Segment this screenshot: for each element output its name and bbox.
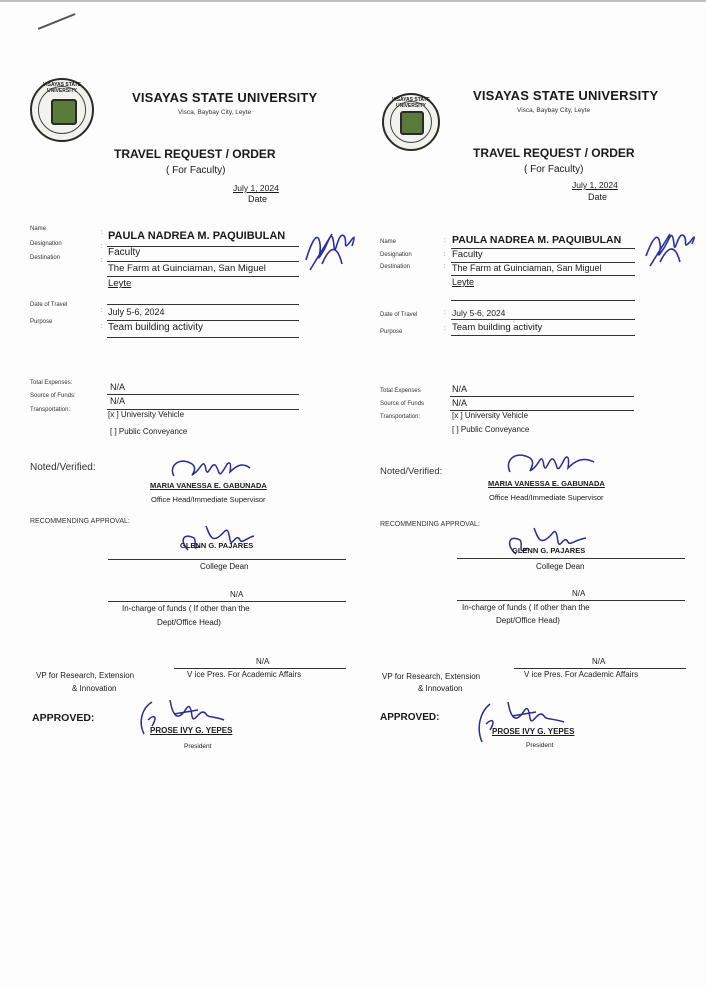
dean-name: GLENN G. PAJARES — [180, 541, 254, 550]
colon: : — [101, 244, 103, 250]
destination-line1: The Farm at Guinciaman, San Miguel — [452, 263, 602, 273]
source-of-funds-label: Source of Funds — [380, 401, 425, 407]
destination-label: Destination — [30, 255, 61, 261]
traveler-signature — [642, 222, 696, 272]
request-date: July 1, 2024 — [572, 180, 618, 190]
form-title: TRAVEL REQUEST / ORDER — [473, 146, 635, 160]
noted-verified-label: Noted/Verified: — [380, 466, 443, 477]
president-signature — [474, 696, 574, 746]
purpose-value: Team building activity — [108, 322, 204, 333]
dean-signature — [502, 522, 598, 562]
vp-value: N/A — [256, 657, 270, 666]
request-date: July 1, 2024 — [233, 183, 279, 193]
purpose-label: Purpose — [380, 329, 403, 335]
president-title: President — [526, 742, 554, 749]
university-address: Visca, Baybay City, Leyte — [517, 107, 591, 114]
purpose-value: Team building activity — [452, 322, 543, 333]
travel-order-form-right — [352, 60, 702, 760]
colon: : — [101, 230, 103, 236]
president-name: PROSE IVY G. YEPES — [150, 726, 233, 735]
president-name: PROSE IVY G. YEPES — [492, 727, 575, 736]
destination-label: Destination — [380, 264, 411, 270]
total-expenses-label: Total Expenses: — [30, 380, 73, 386]
total-expenses-value: N/A — [452, 384, 468, 394]
destination-line2: Leyte — [108, 278, 132, 289]
purpose-label: Purpose — [30, 319, 53, 325]
transportation-label: Transportation: — [380, 414, 421, 420]
recommending-approval-label: RECOMMENDING APPROVAL: — [30, 518, 130, 525]
president-title: President — [184, 743, 212, 750]
funds-incharge-title-line2: Dept/Office Head) — [157, 618, 221, 627]
page-edge — [0, 0, 706, 2]
funds-incharge-value: N/A — [230, 590, 244, 599]
approved-label: APPROVED: — [380, 712, 440, 723]
date-of-travel-value: July 5-6, 2024 — [108, 307, 165, 317]
colon: : — [444, 264, 446, 270]
vp-value: N/A — [592, 657, 606, 666]
recommending-approval-label: RECOMMENDING APPROVAL: — [380, 521, 480, 528]
vp-label-line1: VP for Research, Extension — [382, 672, 481, 681]
travel-order-form-left — [0, 60, 350, 760]
dean-name: GLENN G. PAJARES — [512, 546, 586, 555]
pen-mark — [38, 13, 76, 29]
funds-incharge-title-line1: In-charge of funds ( If other than the — [122, 604, 250, 613]
colon: : — [444, 238, 446, 244]
date-of-travel-label: Date of Travel — [380, 312, 418, 318]
vp-title: V ice Pres. For Academic Affairs — [524, 670, 639, 679]
transport-option-university-vehicle: [x ] University Vehicle — [452, 411, 529, 420]
traveler-name: PAULA NADREA M. PAQUIBULAN — [452, 234, 622, 246]
noted-verified-label: Noted/Verified: — [30, 462, 96, 473]
form-subtitle: ( For Faculty) — [524, 164, 584, 175]
total-expenses-value: N/A — [110, 382, 126, 392]
date-label: Date — [248, 194, 268, 204]
transport-option-public-conveyance: [ ] Public Conveyance — [110, 427, 188, 436]
supervisor-title: Office Head/Immediate Supervisor — [151, 495, 266, 504]
university-seal — [382, 93, 440, 151]
destination-line2: Leyte — [452, 277, 475, 287]
transport-option-public-conveyance: [ ] Public Conveyance — [452, 425, 530, 434]
designation-value: Faculty — [452, 249, 483, 260]
supervisor-name: MARIA VANESSA E. GABUNADA — [150, 481, 267, 490]
transport-option-university-vehicle: [x ] University Vehicle — [108, 410, 185, 419]
date-of-travel-label: Date of Travel — [30, 302, 68, 308]
vp-label-line2: & Innovation — [72, 684, 117, 693]
supervisor-name: MARIA VANESSA E. GABUNADA — [488, 479, 605, 488]
supervisor-title: Office Head/Immediate Supervisor — [489, 493, 604, 502]
funds-incharge-title-line1: In-charge of funds ( If other than the — [462, 603, 590, 612]
source-of-funds-value: N/A — [452, 398, 468, 408]
seal-text: VISAYAS STATE UNIVERSITY — [42, 82, 82, 94]
colon: : — [444, 252, 446, 258]
funds-incharge-value: N/A — [572, 589, 586, 598]
colon: : — [444, 310, 446, 316]
dean-title: College Dean — [200, 562, 249, 571]
colon: : — [101, 258, 103, 264]
transportation-label: Transportation: — [30, 407, 71, 413]
form-subtitle: ( For Faculty) — [166, 165, 226, 176]
dean-signature — [176, 522, 266, 558]
date-label: Date — [588, 192, 608, 202]
vp-label-line2: & Innovation — [418, 684, 463, 693]
name-label: Name — [380, 239, 397, 245]
colon: : — [444, 326, 446, 332]
date-of-travel-value: July 5-6, 2024 — [452, 308, 506, 318]
colon: : — [101, 308, 103, 314]
university-seal — [30, 78, 94, 142]
funds-incharge-title-line2: Dept/Office Head) — [496, 616, 560, 625]
source-of-funds-value: N/A — [110, 396, 126, 406]
traveler-signature — [302, 220, 358, 278]
traveler-name: PAULA NADREA M. PAQUIBULAN — [108, 230, 286, 242]
seal-text: VISAYAS STATE UNIVERSITY — [391, 97, 431, 109]
form-title: TRAVEL REQUEST / ORDER — [114, 147, 276, 161]
designation-label: Designation — [30, 241, 62, 247]
destination-line1: The Farm at Guinciaman, San Miguel — [108, 263, 266, 274]
approved-label: APPROVED: — [32, 712, 95, 724]
source-of-funds-label: Source of Funds: — [30, 393, 76, 399]
designation-label: Designation — [380, 252, 412, 258]
colon: : — [101, 324, 103, 330]
vp-title: V ice Pres. For Academic Affairs — [187, 670, 302, 679]
vp-label-line1: VP for Research, Extension — [36, 671, 135, 680]
supervisor-signature — [502, 446, 598, 482]
total-expenses-label: Total Expenses — [380, 388, 421, 394]
designation-value: Faculty — [108, 247, 141, 258]
dean-title: College Dean — [536, 562, 585, 571]
university-address: Visca, Baybay City, Leyte — [178, 109, 252, 116]
name-label: Name — [30, 226, 47, 232]
university-name: VISAYAS STATE UNIVERSITY — [473, 88, 659, 103]
university-name: VISAYAS STATE UNIVERSITY — [132, 90, 318, 105]
